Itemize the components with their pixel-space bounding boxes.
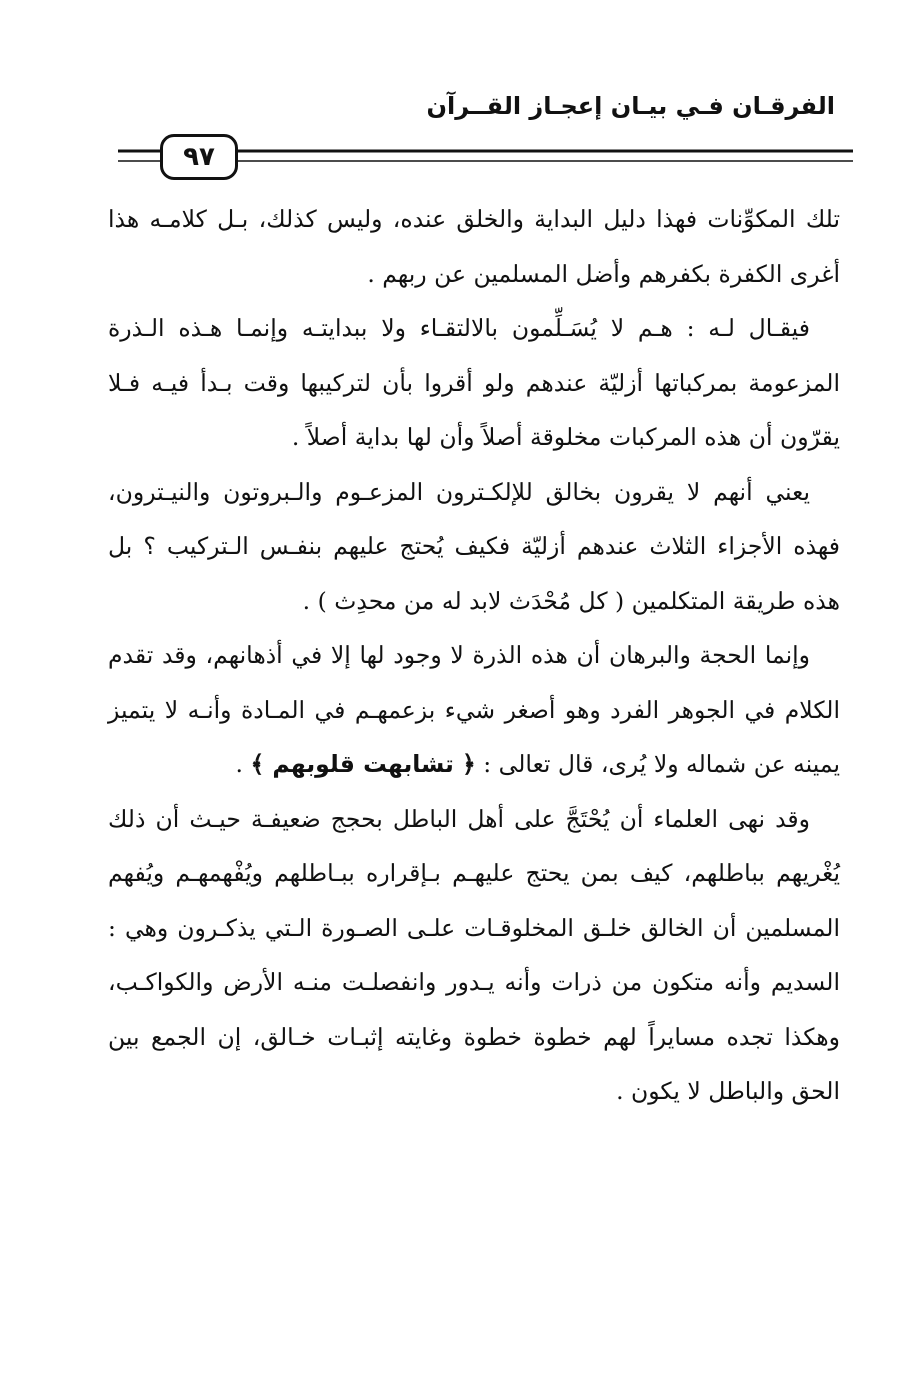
paragraph-2: فيقـال لـه : هـم لا يُسَـلِّمون بالالتقـاء ولا ببدايتـه وإنمـا هـذه الـذرة المزعومة بمركباتها أزليّة عندهم ولو أقروا بأن لتركيبها وقت بـدأ فيـه فـلا يقرّون أن هذه المركبات مخلوقة أصلاً وأن لها بداية أصلاً . xyxy=(108,314,840,451)
paragraph-3: يعني أنهم لا يقرون بخالق للإلكـترون المزعـوم والـبروتون والنيـترون، فهذه الأجزاء الثلاث عندهم أزليّة فكيف يُحتج عليهم بنفـس الـتركيب ؟ بل هذه طريقة المتكلمين ( كل مُحْدَث لابد له من محدِث ) . xyxy=(108,477,840,615)
running-title: الفرقـان فـي بيـان إعجـاز القــرآن xyxy=(426,92,835,120)
paragraph-1: تلك المكوِّنات فهذا دليل البداية والخلق عنده، وليس كذلك، بـل كلامـه هذا أغرى الكفرة بكفرهم وأضل المسلمين عن ربهم . xyxy=(108,205,840,288)
paragraph-4 xyxy=(108,628,840,792)
quran-quote: ﴿ تشابهت قلوبهم ﴾ xyxy=(250,750,476,778)
body-text xyxy=(108,192,840,1119)
paragraph-4-end: . xyxy=(235,750,243,778)
page-number: ٩٧ xyxy=(160,134,238,180)
paragraph-4-text: وإنما الحجة والبرهان أن هذه الذرة لا وجود لها إلا في أذهانهم، وقد تقدم الكلام في الجوهر الفرد وهو أصغر شيء بزعمهـم في المـادة وأنـه لا يتميز يمينه عن شماله ولا يُرى، قال تعالى : xyxy=(108,641,840,778)
paragraph-5: وقد نهى العلماء أن يُحْتَجَّ على أهل الباطل بحجج ضعيفـة حيـث أن ذلك يُغْريهم بباطلهم، كيف بمن يحتج عليهـم بـإقراره ببـاطلهم ويُفْهمهـم ويُفهم المسلمين أن الخالق خلـق المخلوقـات علـى الصـورة الـتي يذكـرون وهي : السديم وأنه متكون من ذرات وأنه يـدور وانفصلـت منـه الأرض والكواكـب، وهكذا تجده مسايراً لهم خطوة خطوة وغايته إثبـات خـالق، إن الجمع بين الحق والباطل لا يكون . xyxy=(108,804,840,1105)
